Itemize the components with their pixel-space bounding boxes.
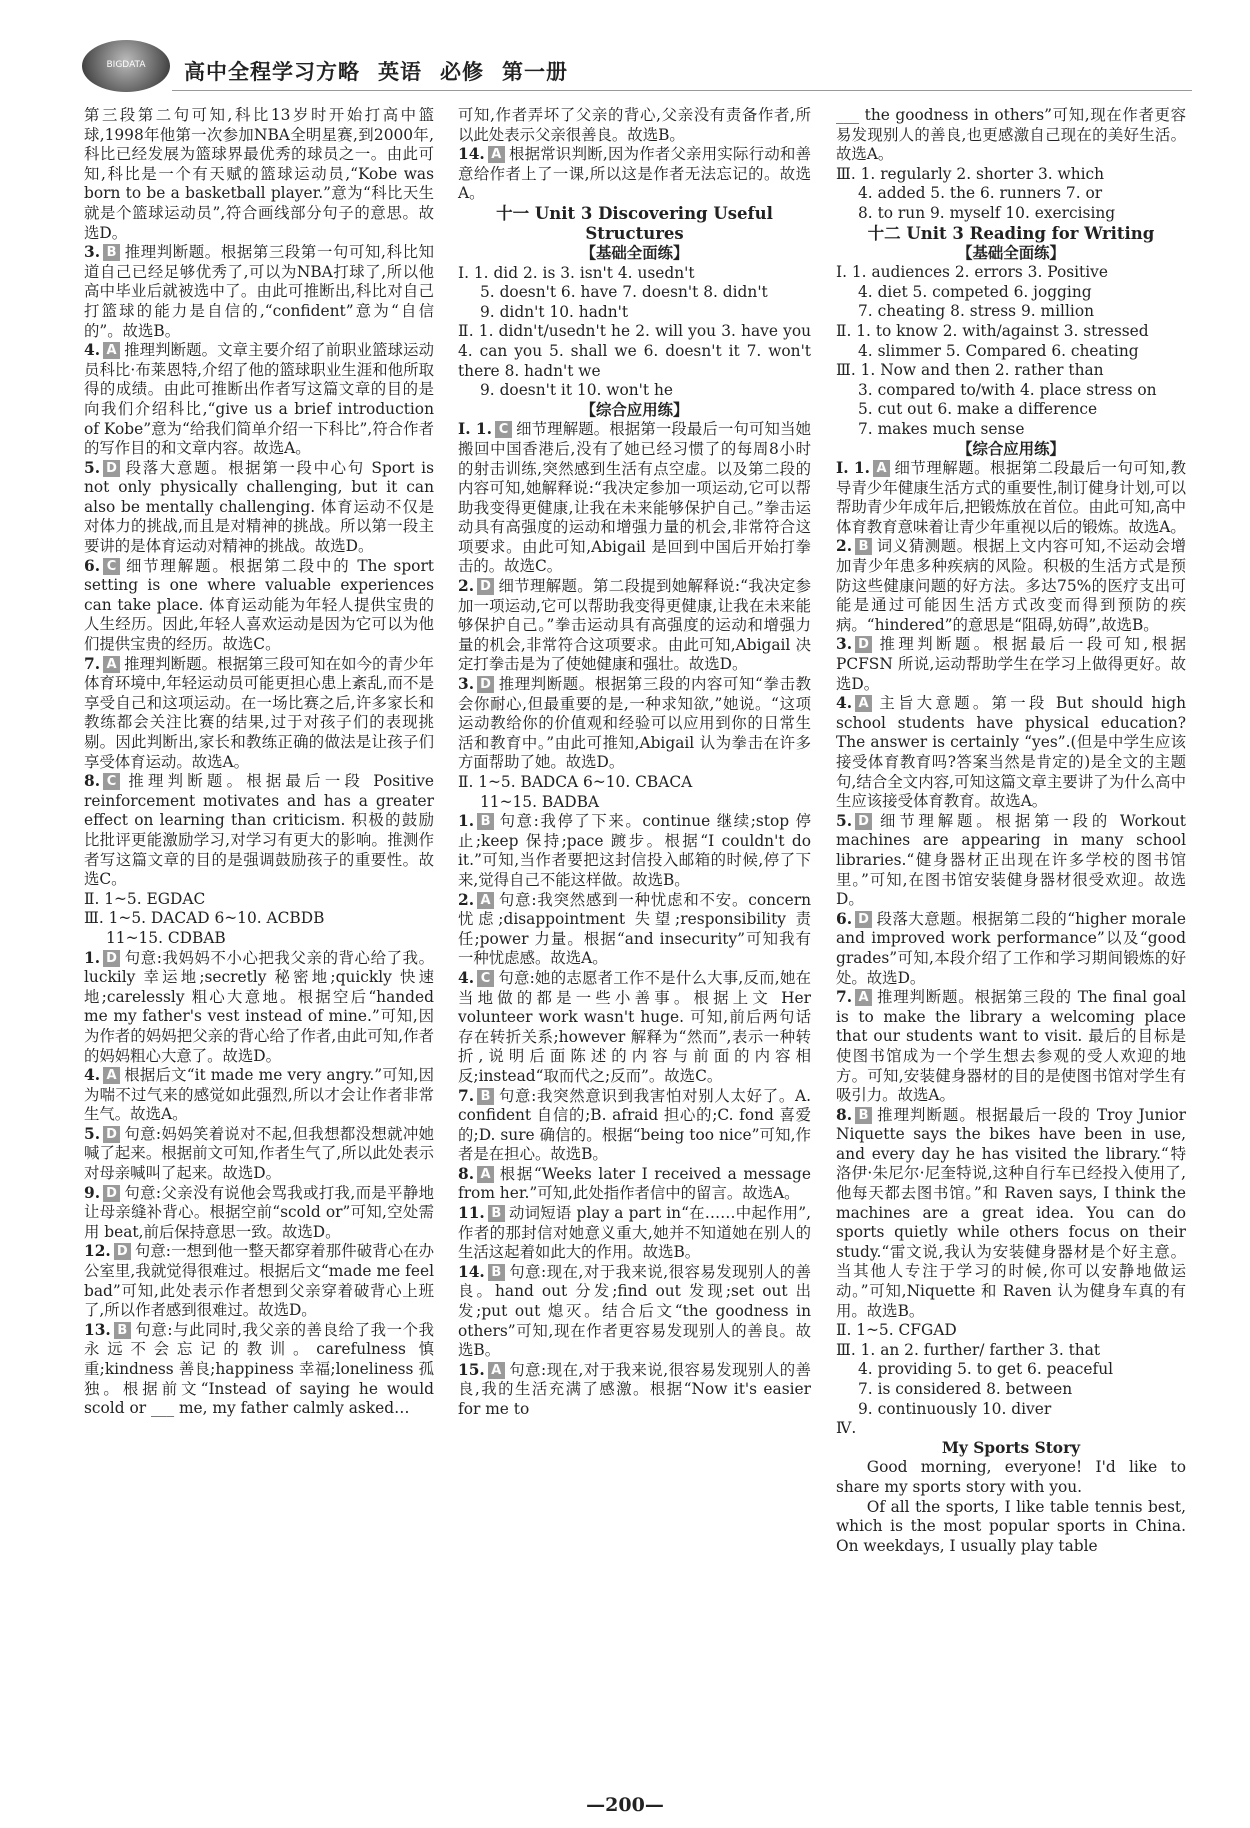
answer-line [458, 773, 811, 793]
essay-paragraph: Of all the sports, I like table tennis best, which is the most popular sports in China. On weekdays, I usually play table [836, 1497, 1186, 1555]
answer-text: Ⅲ. 1~5. DACAD 6~10. ACBDB [84, 909, 325, 928]
answer-text: Ⅰ. 1. did 2. is 3. isn't 4. usedn't [458, 263, 695, 282]
answer-line [836, 1321, 1186, 1341]
answer-text: 段落大意题。根据第二段的“higher morale and improved work performance”以及“good grades”可知,本段介绍了工作和学习期间锻炼的好处。故选D。 [836, 909, 1186, 987]
answer-text: 9. continuously 10. diver [858, 1399, 1052, 1418]
answer-line [836, 537, 1186, 635]
question-number: 8. [836, 1105, 853, 1124]
book-title [184, 56, 586, 86]
answer-text: Ⅱ. 1. to know 2. with/against 3. stressed [836, 321, 1149, 340]
answer-text: 根据常识判断,因为作者父亲用实际行动和善意给作者上了一课,所以这是作者无法忘记的。故选A。 [458, 145, 811, 203]
answer-text: 7. makes much sense [858, 419, 1025, 438]
answer-text: 细节理解题。根据第二段最后一句可知,教导青少年健康生活方式的重要性,制订健身计划,可以帮助青少年成年后,把锻炼放在首位。由此可知,高中体育教育意味着让青少年重视以后的锻炼。故选A。 [836, 459, 1186, 536]
answer-line [84, 655, 434, 773]
answer-line [458, 1204, 811, 1263]
answer-text: 主旨大意题。第一段 But should high school students have physical education? The answer is certainly “yes”.(但是中学生应该接受体育教育吗?答案当然是肯定的)是全文的主题句,结合全文内容,可知这篇文章主要讲了为什么高中生应该接受体育教育。故选A。 [836, 694, 1186, 811]
column-left [84, 106, 434, 1419]
answer-text: 推理判断题。根据最后一段的 Troy Junior Niquette says the bikes have been in use, and every day he has visited the library.“特洛伊·朱尼尔·尼奎特说,这种自行车已经投入使用了,他每天都去图书馆。”和 Raven says, I think the machines are a great idea. You can do sports quietly while others focus on their study.“雷文说,我认为安装健身器材是个好主意。当其他人专注于学习的时候,你可以安静地做运动。”可知,Niquette 和 Raven 认为健身车真的有用。故选B。 [836, 1105, 1186, 1320]
answer-line [836, 988, 1186, 1106]
answer-text: 段落大意题。根据第一段中心句 Sport is not only physically challenging, but it can also be mentally challenging. 体育运动不仅是对体力的挑战,而且是对精神的挑战。所以第一段主要讲的是体育运动对精神的挑战。故选D。 [84, 458, 434, 556]
section-title: 十一 Unit 3 Discovering Useful Structures [496, 203, 773, 243]
answer-text: 句意:一想到他一整天都穿着那件破背心在办公室里,我就觉得很难过。根据后文“made me feel bad”可知,此处表示作者想到父亲穿着破背心上班了,所以作者感到很难过。故选D。 [84, 1242, 434, 1320]
question-number: 9. [84, 1183, 101, 1202]
question-number: 14. [458, 1262, 485, 1281]
answer-line [84, 243, 434, 341]
answer-text: Ⅳ. [836, 1419, 857, 1438]
answer-text: 句意:她的志愿者工作不是什么大事,反而,她在当地做的都是一些小善事。根据上文 Her volunteer work wasn't huge. 可知,前后两句话存在转折关系;however 解释为“然而”,表示一种转折,说明后面陈述的内容与前面的内容相反;instead“取而代之;反而”。故选C。 [458, 968, 811, 1085]
answer-line [84, 1066, 434, 1125]
answer-line [836, 263, 1186, 283]
answer-line [836, 1360, 1186, 1380]
answer-text: 根据“Weeks later I received a message from her.”可知,此处指作者信中的留言。故选A。 [458, 1164, 811, 1203]
answer-key-badge: A [873, 460, 890, 477]
answer-line [836, 381, 1186, 401]
question-number: 5. [84, 1124, 101, 1143]
answer-text: 11~15. CDBAB [106, 928, 226, 947]
question-number: 7. [836, 988, 853, 1007]
answer-text: 可知,作者弄坏了父亲的背心,父亲没有责备作者,所以此处表示父亲很善良。故选B。 [458, 106, 811, 144]
question-number: 15. [458, 1360, 485, 1379]
answer-text: Ⅱ. 1~5. EGDAC [84, 889, 206, 908]
subsection-title: 【综合应用练】 [580, 400, 689, 419]
answer-line [84, 929, 434, 949]
question-number: 8. [84, 772, 101, 791]
question-number: 5. [836, 811, 853, 830]
answer-key-badge: A [103, 1067, 120, 1084]
title-part: 英语 [378, 60, 422, 84]
section-title: 十二 Unit 3 Reading for Writing [867, 223, 1155, 243]
answer-line [458, 1263, 811, 1361]
answer-key-badge: D [477, 676, 494, 693]
question-number: 12. [84, 1242, 111, 1261]
question-number: 6. [836, 909, 853, 928]
question-number: 13. [84, 1320, 111, 1339]
answer-key-badge: D [103, 950, 120, 967]
answer-key-badge: C [477, 970, 494, 987]
answer-key-badge: A [855, 695, 872, 712]
answer-line [458, 969, 811, 1087]
title-part: 高中全程学习方略 [184, 60, 360, 84]
question-number: 2. [458, 577, 475, 596]
subsection-title: 【基础全面练】 [580, 243, 689, 262]
answer-text: 4. diet 5. competed 6. jogging [858, 282, 1092, 301]
answer-text: 细节理解题。第二段提到她解释说:“我决定参加一项运动,它可以帮助我变得更健康,让我在未来能够保护自己。”拳击运动具有高强度的运动和增强力量的机会,非常符合这项要求。由此可知,Abigail 决定打拳击是为了使她健康和强壮。故选D。 [458, 577, 811, 674]
answer-key-badge: D [855, 911, 872, 928]
answer-key-badge: D [477, 578, 494, 595]
answer-text: 7. is considered 8. between [858, 1380, 1073, 1398]
question-number: Ⅰ. 1. [836, 459, 870, 478]
logo-text: BIGDATA [106, 60, 146, 70]
answer-key-badge: A [488, 146, 505, 163]
answer-text: 句意:我停了下来。continue 继续;stop 停止;keep 保持;pace 踱步。根据“I couldn't do it.”可知,当作者要把这封信投入邮箱的时候,停了下来,觉得自己不能这样做。故选B。 [458, 812, 811, 889]
question-number: 14. [458, 145, 485, 164]
answer-key-badge: D [114, 1243, 131, 1260]
question-number: Ⅰ. 1. [458, 420, 492, 439]
answer-line [458, 283, 811, 303]
answer-text: 4. slimmer 5. Compared 6. cheating [858, 341, 1139, 360]
answer-line [836, 635, 1186, 694]
column-right [836, 106, 1186, 1556]
answer-line [458, 420, 811, 577]
answer-line [84, 909, 434, 929]
answer-key-badge: B [488, 1264, 505, 1281]
answer-line [836, 910, 1186, 988]
question-number: 3. [84, 243, 101, 262]
answer-line [84, 890, 434, 910]
answer-text: 4. added 5. the 6. runners 7. or [858, 184, 1103, 203]
question-number: 6. [84, 556, 101, 575]
answer-line [836, 1400, 1186, 1420]
answer-key-badge: D [855, 813, 872, 830]
question-number: 4. [84, 1066, 101, 1085]
answer-text: 9. didn't 10. hadn't [480, 302, 629, 321]
answer-text: 第三段第二句可知,科比13岁时开始打高中篮球,1998年他第一次参加NBA全明星赛,到2000年,科比已经发展为篮球界最优秀的球员之一。由此可知,科比是一个有天赋的篮球运动员,“Kobe was born to be a basketball player.”意为“科比天生就是个篮球运动员”,符合画线部分句子的意思。故选D。 [84, 106, 434, 242]
answer-text: 推理判断题。根据第三段可知在如今的青少年体育环境中,年轻运动员可能更担心患上紊乱,而不是享受自己和这项运动。在一场比赛之后,许多家长和教练都会关注比赛的结果,过于对孩子们的表现挑剔。因此判断出,家长和教练正确的做法是让孩子们享受体育运动。故选A。 [84, 654, 434, 771]
question-number: 3. [836, 635, 853, 654]
answer-line [84, 772, 434, 890]
page-header [72, 34, 1192, 98]
answer-text: 词义猜测题。根据上文内容可知,不运动会增加青少年患多种疾病的风险。积极的生活方式是预防这些健康问题的好方法。多达75%的医疗支出可能是通过可能因生活方式改变而得到预防的疾病。“hindered”的意思是“阻碍,妨碍”,故选B。 [836, 537, 1186, 634]
subsection-title: 【综合应用练】 [957, 439, 1065, 458]
answer-text: 7. cheating 8. stress 9. million [858, 302, 1095, 321]
answer-text: 4. providing 5. to get 6. peaceful [858, 1360, 1114, 1379]
question-number: 2. [836, 537, 853, 556]
page-number: —200— [586, 1794, 664, 1816]
answer-key-badge: C [103, 558, 120, 575]
answer-key-badge: A [477, 892, 494, 909]
answer-key-badge: C [103, 773, 120, 790]
answer-line [836, 1341, 1186, 1361]
answer-line [458, 793, 811, 813]
answer-line [84, 1184, 434, 1243]
answer-key-badge: A [103, 656, 120, 673]
answer-line [836, 400, 1186, 420]
answer-key-badge: A [477, 1166, 494, 1183]
question-number: 8. [458, 1164, 475, 1183]
question-number: 4. [836, 694, 853, 713]
answer-line [836, 342, 1186, 362]
answer-text: 句意:我突然感到一种忧虑和不安。concern 忧虑;disappointment 失望;responsibility 责任;power 力量。根据“and insecurity”可知我有一种忧虑感。故选A。 [458, 890, 811, 968]
answer-text: 推理判断题。根据最后一段 Positive reinforcement motivates and has a greater effect on learning than criticism. 积极的鼓励比批评更能激励学习,对学习有更大的影响。推测作者写这篇文章的目的是强调鼓励孩子的重要性。故选C。 [84, 772, 434, 889]
answer-line [458, 106, 811, 145]
essay-paragraph: Good morning, everyone! I'd like to share my sports story with you. [836, 1458, 1186, 1496]
answer-text: 5. cut out 6. make a difference [858, 400, 1098, 419]
answer-text: 推理判断题。根据最后一段可知,根据 PCFSN 所说,运动帮助学生在学习上做得更好。故选D。 [836, 635, 1186, 693]
answer-text: 推理判断题。根据第三段的 The final goal is to make the library a welcoming place that our students want to visit. 最后的目标是使图书馆成为一个学生想去参观的受人欢迎的地方。可知,安装健身器材的目的是使图书馆对学生有吸引力。故选A。 [836, 988, 1186, 1105]
answer-line [458, 322, 811, 381]
answer-text: 细节理解题。根据第一段最后一句可知当她搬回中国香港后,没有了她已经习惯了的每周8小时的射击训练,突然感到生活有点空虚。以及第二段的内容可知,她解释说:“我决定参加一项运动,它可以帮助我变得更健康,让我在未来能够保护自己。”拳击运动具有高强度的运动和增强力量的机会,非常符合这项要求。由此可知,Abigail 是回到中国后开始打拳击的。故选C。 [458, 420, 811, 576]
answer-text: Ⅱ. 1~5. BADCA 6~10. CBACA [458, 773, 693, 791]
answer-line [84, 459, 434, 557]
answer-text: 5. doesn't 6. have 7. doesn't 8. didn't [480, 283, 768, 302]
answer-line [836, 459, 1186, 537]
question-number: 3. [458, 675, 475, 694]
answer-text: 9. doesn't it 10. won't he [480, 381, 673, 400]
answer-text: 句意:现在,对于我来说,很容易发现别人的善良,我的生活充满了感激。根据“Now it's easier for me to [458, 1360, 811, 1418]
answer-text: 句意:我突然意识到我害怕对别人太好了。A. confident 自信的;B. afraid 担心的;C. fond 喜爱的;D. sure 确信的。根据“being too nice”可知,作者是在担心。故选B。 [458, 1086, 811, 1164]
answer-line [84, 1242, 434, 1320]
answer-line [458, 675, 811, 773]
answer-text: Ⅲ. 1. Now and then 2. rather than [836, 361, 1104, 380]
answer-line [836, 184, 1186, 204]
question-number: 4. [84, 341, 101, 360]
question-number: 1. [458, 812, 475, 831]
question-number: 7. [458, 1086, 475, 1105]
publisher-logo [82, 40, 170, 92]
answer-text: 推理判断题。文章主要介绍了前职业篮球运动员科比·布莱恩特,介绍了他的篮球职业生涯和他所取得的成绩。由此可推断出作者写这篇文章的目的是向我们介绍科比,“give us a brief introduction of Kobe”意为“给我们简单介绍一下科比”,符合作者的写作目的和文章内容。故选A。 [84, 341, 434, 458]
answer-line [836, 204, 1186, 224]
answer-line [836, 106, 1186, 165]
answer-line [458, 812, 811, 890]
answer-line [836, 302, 1186, 322]
answer-text: 细节理解题。根据第二段中的 The sport setting is one where valuable experiences can take place. 体育运动能为年轻人提供宝贵的人生经历。因此,年轻人喜欢运动是因为它可以为他们提供宝贵的经历。故选C。 [84, 556, 434, 654]
answer-key-badge: B [103, 244, 120, 261]
question-number: 1. [84, 948, 101, 967]
answer-text: Ⅱ. 1. didn't/usedn't he 2. will you 3. have you 4. can you 5. shall we 6. doesn't it 7. won't there 8. hadn't we [458, 322, 811, 380]
header-divider [172, 90, 1192, 91]
title-part: 必修 [440, 60, 484, 84]
answer-text: 推理判断题。根据第三段的内容可知“拳击教会你耐心,但最重要的是,一种求知欲,”她说。“这项运动教给你的价值观和经验可以应用到你的日常生活和教育中。”由此可推知,Abigail 认为拳击在许多方面帮助了她。故选D。 [458, 675, 811, 772]
answer-text: Ⅱ. 1~5. CFGAD [836, 1321, 957, 1340]
answer-key-badge: B [855, 538, 872, 555]
title-part: 第一册 [502, 60, 568, 84]
answer-line [836, 694, 1186, 812]
answer-key-badge: B [855, 1107, 872, 1124]
answer-line [458, 1087, 811, 1165]
answer-line [836, 361, 1186, 381]
answer-line [836, 1106, 1186, 1322]
answer-text: 句意:与此同时,我父亲的善良给了我一个我永远不会忘记的教训。carefulness 慎重;kindness 善良;happiness 幸福;loneliness 孤独。根据前文“Instead of saying he would scold or ___ me, my father calmly asked… [84, 1320, 434, 1418]
question-number: 11. [458, 1204, 485, 1223]
answer-line [458, 1165, 811, 1204]
answer-line [836, 322, 1186, 342]
answer-line [458, 891, 811, 969]
question-number: 7. [84, 654, 101, 673]
answer-line [458, 381, 811, 401]
answer-key-badge: B [114, 1322, 131, 1339]
answer-text: 句意:现在,对于我来说,很容易发现别人的善良。hand out 分发;find out 发现;set out 出发;put out 熄灭。结合后文“the goodness in others”可知,现在作者更容易发现别人的善良。故选B。 [458, 1262, 811, 1360]
answer-key-badge: B [477, 1088, 494, 1105]
answer-line [458, 145, 811, 204]
answer-line [84, 341, 434, 459]
answer-text: 细节理解题。根据第一段的 Workout machines are appearing in many school libraries.“健身器材正出现在许多学校的图书馆里。”可知,在图书馆安装健身器材很受欢迎。故选D。 [836, 811, 1186, 909]
answer-key-badge: B [488, 1205, 505, 1222]
answer-line [458, 303, 811, 323]
answer-key-badge: A [855, 989, 872, 1006]
answer-key-badge: D [103, 460, 120, 477]
answer-text: 8. to run 9. myself 10. exercising [858, 203, 1116, 222]
question-number: 5. [84, 458, 101, 477]
answer-text: 句意:妈妈笑着说对不起,但我想都没想就冲她喊了起来。根据前文可知,作者生气了,所以此处表示对母亲喊叫了起来。故选D。 [84, 1124, 434, 1183]
answer-line [458, 577, 811, 675]
answer-key-badge: A [488, 1362, 505, 1379]
subsection-title: 【基础全面练】 [957, 243, 1065, 262]
answer-text: Ⅰ. 1. audiences 2. errors 3. Positive [836, 263, 1108, 282]
answer-line [458, 264, 811, 284]
question-number: 4. [458, 968, 475, 987]
answer-text: 句意:父亲没有说他会骂我或打我,而是平静地让母亲缝补背心。根据空前“scold or”可知,空处需用 beat,前后保持意思一致。故选D。 [84, 1183, 434, 1241]
answer-text: ___ the goodness in others”可知,现在作者更容易发现别人的善良,也更感激自己现在的美好生活。故选A。 [836, 106, 1186, 164]
answer-line [458, 1361, 811, 1420]
answer-line [84, 1321, 434, 1419]
essay-title: My Sports Story [941, 1438, 1081, 1457]
answer-text: 11~15. BADBA [480, 792, 600, 811]
column-middle [458, 106, 811, 1420]
answer-line [84, 1125, 434, 1184]
answer-line [836, 165, 1186, 185]
answer-line [836, 420, 1186, 440]
answer-line [836, 812, 1186, 910]
answer-key-badge: D [103, 1185, 120, 1202]
answer-text: 推理判断题。根据第三段第一句可知,科比知道自己已经足够优秀了,可以为NBA打球了,所以他高中毕业后就被选中了。由此可推断出,科比对自己打篮球的能力是自信的,“confident”意为“自信的”。故选B。 [84, 243, 434, 340]
answer-text: 动词短语 play a part in“在……中起作用”,作者的那封信对她意义重大,她并不知道她在别人的生活这起着如此大的作用。故选B。 [458, 1204, 811, 1262]
answer-key-badge: B [477, 813, 494, 830]
answer-line [84, 949, 434, 1067]
answer-line [84, 557, 434, 655]
answer-text: 句意:我妈妈不小心把我父亲的背心给了我。luckily 幸运地;secretly 秘密地;quickly 快速地;carelessly 粗心大意地。根据空后“handed me my father's vest instead of mine.”可知,因为作者的妈妈把父亲的背心给了作者,由此可知,作者的妈妈粗心大意了。故选D。 [84, 948, 434, 1065]
answer-key-badge: D [855, 636, 872, 653]
answer-line [836, 1380, 1186, 1400]
answer-text: Ⅲ. 1. an 2. further/ farther 3. that [836, 1340, 1101, 1359]
question-number: 2. [458, 890, 475, 909]
answer-line [836, 1419, 1186, 1439]
answer-line [84, 106, 434, 243]
answer-key-badge: D [103, 1126, 120, 1143]
answer-text: 3. compared to/with 4. place stress on [858, 380, 1157, 399]
answer-text: 根据后文“it made me very angry.”可知,因为喘不过气来的感觉如此强烈,所以才会让作者非常生气。故选A。 [84, 1066, 434, 1124]
answer-line [836, 283, 1186, 303]
answer-text: Ⅲ. 1. regularly 2. shorter 3. which [836, 164, 1105, 183]
answer-key-badge: C [495, 421, 512, 438]
answer-key-badge: A [103, 342, 120, 359]
